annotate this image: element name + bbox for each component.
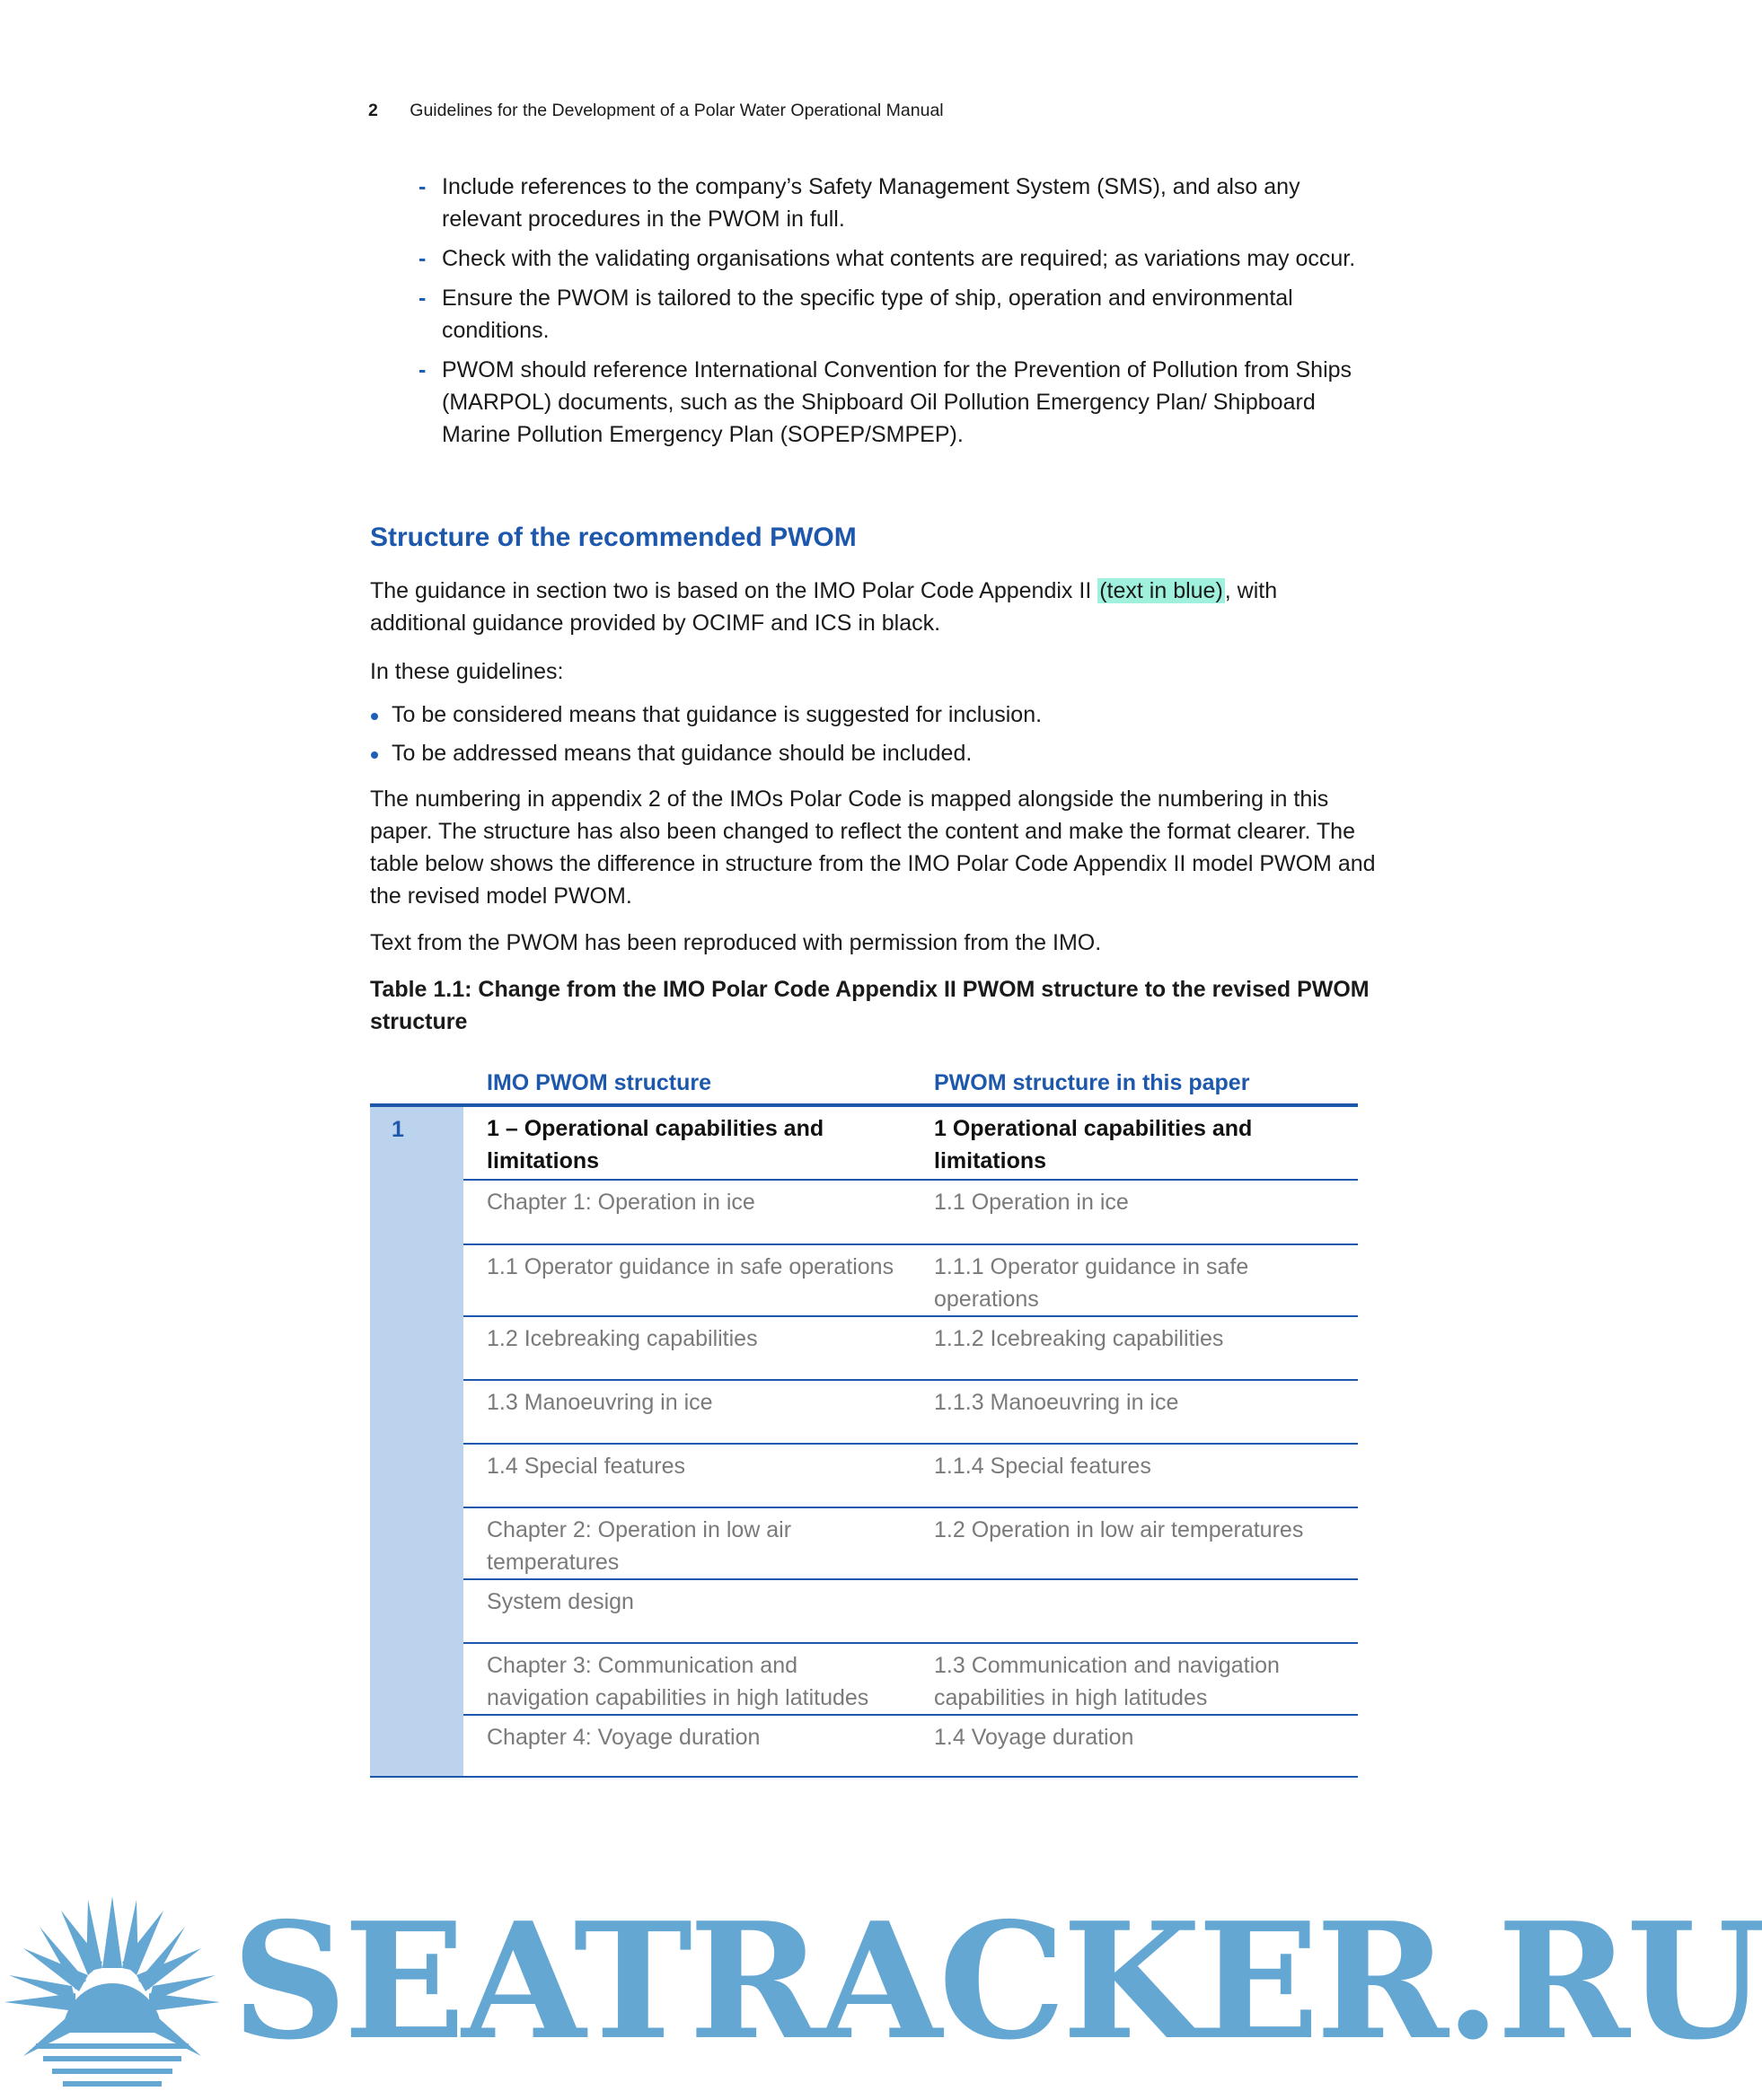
structure-table	[370, 1070, 1358, 1778]
dash-marker: -	[418, 357, 427, 382]
running-header	[368, 101, 944, 121]
page-number: 2	[368, 101, 378, 120]
bullet-list	[370, 699, 1376, 776]
bullet-item	[370, 737, 1376, 769]
guidelines-intro: In these guidelines:	[370, 659, 564, 684]
table-row	[463, 1181, 1358, 1245]
table-cell-imo: Chapter 3: Communication and navigation capabilities in high latitudes	[487, 1653, 869, 1710]
guidance-paragraph	[370, 575, 1376, 639]
list-item-text: Check with the validating organisations what contents are required; as variations may occur.	[442, 246, 1356, 271]
table-cell-imo: Chapter 2: Operation in low air temperatures	[487, 1517, 792, 1575]
intro-list	[413, 171, 1365, 458]
list-item	[413, 354, 1365, 451]
table-cell-imo: 1.2 Icebreaking capabilities	[487, 1326, 758, 1351]
numbering-paragraph: The numbering in appendix 2 of the IMOs Polar Code is mapped alongside the numbering in this paper. The structure has also been changed to reflect the content and make the format clearer. The table below shows the difference in structure from the IMO Polar Code Appendix II model PWOM and the revised model PWOM.	[370, 786, 1376, 909]
list-item	[413, 282, 1365, 347]
group-band	[370, 1107, 463, 1778]
table-cell-imo: Chapter 1: Operation in ice	[487, 1190, 755, 1215]
table-cell-imo: System design	[487, 1589, 634, 1614]
list-item	[413, 242, 1365, 275]
table-cell-paper: 1.4 Voyage duration	[934, 1725, 1134, 1750]
table-row	[463, 1445, 1358, 1508]
running-title: Guidelines for the Development of a Polar Water Operational Manual	[410, 101, 944, 120]
table-row	[463, 1245, 1358, 1317]
guidance-text-end: , with additional guidance provided by OCIMF and ICS in black.	[370, 578, 1278, 636]
column-header-paper: PWOM structure in this paper	[934, 1070, 1250, 1095]
sun-logo-icon	[0, 1896, 225, 2100]
table-cell-paper: 1.1.1 Operator guidance in safe operations	[934, 1254, 1249, 1312]
bullet-text: To be addressed means that guidance should be included.	[392, 741, 973, 766]
table-cell-paper: 1.1.2 Icebreaking capabilities	[934, 1326, 1224, 1351]
list-item-text: Ensure the PWOM is tailored to the specific type of ship, operation and environmental conditions.	[442, 286, 1293, 343]
table-cell-imo: 1.3 Manoeuvring in ice	[487, 1390, 713, 1415]
section-title: Structure of the recommended PWOM	[370, 523, 857, 552]
bullet-dot	[371, 751, 378, 759]
table-cell-paper: 1.2 Operation in low air temperatures	[934, 1517, 1304, 1542]
table-cell-imo: 1 – Operational capabilities and limitations	[487, 1116, 824, 1173]
table-row	[463, 1716, 1358, 1776]
table-row	[463, 1317, 1358, 1381]
table-row	[463, 1508, 1358, 1580]
group-label: 1	[392, 1117, 404, 1142]
list-item-text: PWOM should reference International Convention for the Prevention of Pollution from Ships (MARPOL) documents, such as the Shipboard Oil Pollution Emergency Plan/ Shipboard Marine Pollution Emergency Plan (SOPEP/SMPEP).	[442, 357, 1352, 447]
table-cell-imo: 1.4 Special features	[487, 1454, 685, 1479]
bullet-item	[370, 699, 1376, 731]
table-row	[463, 1381, 1358, 1445]
dash-marker: -	[418, 286, 427, 311]
bullet-text: To be considered means that guidance is suggested for inclusion.	[392, 702, 1043, 727]
list-item-text: Include references to the company’s Safety Management System (SMS), and also any relevant procedures in the PWOM in full.	[442, 174, 1300, 232]
column-header-imo: IMO PWOM structure	[487, 1070, 712, 1095]
table-cell-imo: Chapter 4: Voyage duration	[487, 1725, 761, 1750]
dash-marker: -	[418, 174, 427, 199]
table-caption: Table 1.1: Change from the IMO Polar Code Appendix II PWOM structure to the revised PWOM structure	[370, 977, 1370, 1034]
permission-paragraph: Text from the PWOM has been reproduced with permission from the IMO.	[370, 930, 1102, 955]
table-cell-paper: 1.1.3 Manoeuvring in ice	[934, 1390, 1179, 1415]
bullet-dot	[371, 713, 378, 720]
table-cell-paper: 1.3 Communication and navigation capabilities in high latitudes	[934, 1653, 1280, 1710]
highlighted-text: (text in blue)	[1099, 578, 1223, 603]
table-cell-paper: 1.1 Operation in ice	[934, 1190, 1129, 1215]
table-row	[463, 1580, 1358, 1644]
dash-marker: -	[418, 246, 427, 271]
guidance-text: The guidance in section two is based on the IMO Polar Code Appendix II	[370, 578, 1098, 603]
table-row	[463, 1107, 1358, 1181]
table-cell-paper: 1 Operational capabilities and limitations	[934, 1116, 1253, 1173]
table-cell-paper: 1.1.4 Special features	[934, 1454, 1151, 1479]
watermark-text: SEATRACKER.RU	[232, 1887, 1762, 2075]
table-row	[463, 1644, 1358, 1716]
list-item	[413, 171, 1365, 235]
table-bottom-rule	[370, 1776, 1358, 1778]
table-cell-imo: 1.1 Operator guidance in safe operations	[487, 1254, 894, 1279]
